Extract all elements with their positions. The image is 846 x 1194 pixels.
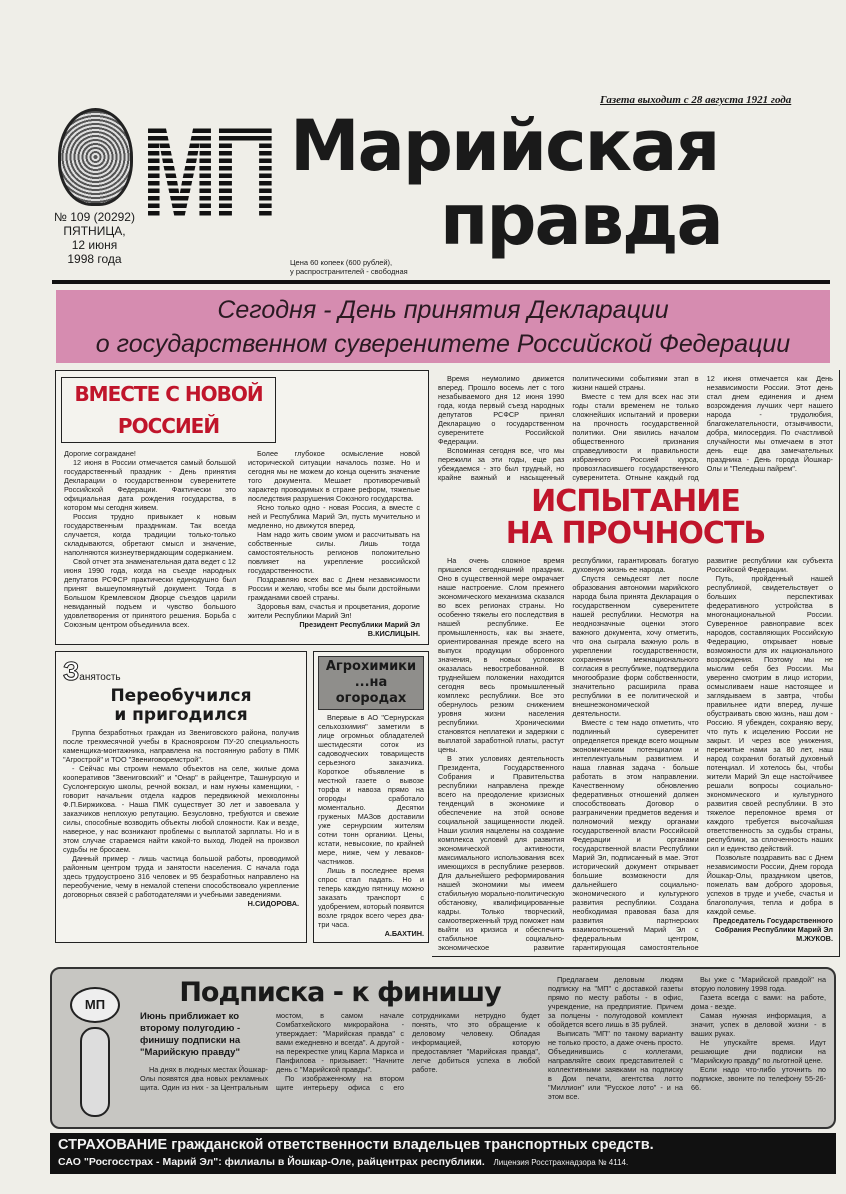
headline-line: и пригодился — [114, 705, 248, 725]
signature: В.КИСЛИЦЫН. — [367, 629, 420, 638]
signature: М.ЖУКОВ. — [796, 934, 833, 943]
headline-line: Переобучился — [110, 686, 252, 706]
price — [290, 258, 408, 276]
paragraph: По изображенному на втором щите интерьеру офиса с его сотрудниками нетрудно будет понять, что это обращение к деловому человеку. Обладая информацией, которую предоставляет "Марийская правда", легче добиться успеха в любой работе. — [276, 1011, 540, 1092]
paragraph: Свой отчет эта знаменательная дата ведет с 12 июня 1990 года, когда на съезде народных депутатов РСФСР практически единодушно был принят вышеупомянутый документ. Тогда в Большом Кремлевском Дворце съездов царили невиданный подъем и чувство большого удовлетворения от принятого решения. Борьба с Союзным центром объединила всех. — [64, 557, 236, 629]
agro-body — [318, 713, 424, 929]
paragraph: Предлагаем деловым людям подписку на "МП" с доставкой газеты прямо по месту работы - в офис, учреждение, на предприятие. Причем за полцены - полугодовой комплект обойдется всего лишь в 35 рублей. — [548, 975, 683, 1029]
paragraph: Спустя семьдесят лет после образования автономии марийского народа была принята Декларация о государственном суверенитете нашей республики. Несмотря на неоднозначные оценки этого важного документа, хочу отметить, что она сыграла важную роль в укреплении государственности, сохранении межнационального согласия в республике, подтвердила многообразие форм собственности, значительно расширила права республики в ее политической и внешнеэкономической деятельности. — [572, 574, 699, 718]
mascot-icon — [60, 975, 132, 1121]
banner-line: Сегодня - День принятия Декларации — [217, 296, 669, 324]
subscription-lead: Июнь приближает ко второму полугодию - финишу подписки на "Марийскую правду" — [140, 1011, 241, 1058]
paragraph: Не упускайте время. Идут решающие дни подписки на "Марийскую правду" по льготной цене. — [691, 1038, 826, 1065]
banner-line: о государственном суверенитете Российской Федерации — [95, 330, 791, 358]
paragraph: Путь, пройденный нашей республикой, свидетельствует о больших перспективах федеративного устройства в многонациональной России. Суверенное равноправие всех народов, составляющих Российскую Федерацию, открывает новые возможности для их национального возрождения. Поэтому мы не мыслим себя без России. Мы уверенно смотрим в лицо истории, осмысливаем наше настоящее и заглядываем в завтра, чтобы правильнее идти вперед, лучше обустраивать свою жизнь, наш дом - Россию. Я убежден, сохраняю веру, что путь к исцелению России не закрыт. И через все унижения, пережитые нами за 80 лет, наш народ сохранил богатый духовный потенциал. И хотелось бы, чтобы жители Марий Эл еще настойчивее решали вопросы социально-экономического и культурного развития своей республики. В это тяжелое переломное время от каждого требуется высочайшая ответственность за судьбы страны, республики, за сплоченность наших сил и единство действий. — [706, 574, 833, 853]
date: 12 июня — [71, 238, 118, 252]
subscription-promo — [50, 967, 836, 1129]
paragraph: Более глубокое осмысление новой исторической ситуации началось позже. Но и сегодня мы не можем до конца оценить значение того документа. Мешает противоречивый характер проводимых в стране реформ, тяжелые последствия разрушения Союзного государства. — [248, 449, 420, 503]
lead-article — [55, 370, 429, 645]
year: 1998 года — [67, 252, 122, 266]
signature: Н.СИДОРОВА. — [247, 899, 299, 908]
paragraph: Вы уже с "Марийской правдой" на вторую половину 1998 года. — [691, 975, 826, 993]
headline-line: Агрохимики — [325, 659, 417, 674]
bottom-left-row — [55, 651, 429, 943]
paragraph: На очень сложное время пришелся сегодняшний праздник. Оно в существенной мере омрачает наше настроение. Слом прежнего экономического механизма сказался во всех регионах страны. Но особенно тяжелы его последствия в нашей республике. Ее промышленность, как вы знаете, ориентированная прежде всего на выпуск продукции оборонного значения, в новых условиях оказалась невостребованной. В труднейшем положении находится сегодня весь промышленный комплекс республики. Все это обернулось резким снижением уровня жизни населения республики. Хроническими становятся неплатежи и задержки с выплатой заработной платы, растут цены. — [438, 556, 565, 754]
subscription-left — [140, 975, 540, 1121]
paragraph: Если надо что-либо уточнить по подписке, звоните по телефону 55-26-66. — [691, 1065, 826, 1092]
masthead-title-1: Марийская — [290, 105, 719, 187]
main-area — [0, 370, 846, 957]
price-line: Цена 60 копеек (600 рублей), — [290, 258, 393, 267]
holiday-banner — [56, 290, 830, 363]
rubric-label: анятость — [79, 672, 121, 683]
paragraph: Здоровья вам, счастья и процветания, дорогие жители Республики Марий Эл! — [248, 602, 420, 620]
ad-rest: гражданской ответственности владельцев транспортных средств. — [167, 1137, 654, 1153]
employment-article — [55, 651, 307, 943]
headline-line: ...на огородах — [335, 675, 407, 706]
rubric — [63, 656, 299, 687]
headline-line: НА ПРОЧНОСТЬ — [505, 516, 766, 551]
left-column — [55, 370, 429, 943]
employment-body — [63, 728, 299, 899]
paragraph: Вместе с тем надо отметить, что подлинный суверенитет определяется прежде всего мощным экономическим потенциалом и интеллектуальным развитием. И наша главная задача - больше работать в этом направлении. Качественному обновлению федеративных отношений должен способствовать Договор о разграничении предметов ведения и полномочий между органами государственной власти Российской Федерации и органами государственной власти Республики Марий Эл, подписанный в мае. Этот исторический документ открывает большие возможности для дальнейшего социально-экономического и культурного развития республики. Создана необходимая правовая база для развития партнерских взаимоотношений Марий Эл с федеральным центром, гарантирующая самостоятельное развитие республики как субъекта Российской Федерации. — [572, 556, 833, 952]
paragraph: Поздравляю всех вас с Днем независимости России и желаю, чтобы все мы были достойными гражданами своей страны. — [248, 575, 420, 602]
founded-note: Газета выходит с 28 августа 1921 года — [600, 94, 792, 106]
mp-logo: МП — [142, 98, 274, 249]
paragraph: Ясно только одно - новая Россия, а вместе с ней и Республика Марий Эл, пусть мучительно и медленно, но движутся вперед. — [248, 503, 420, 530]
lead-headline: ВМЕСТЕ С НОВОЙ РОССИЕЙ — [61, 377, 276, 443]
insurance-ad — [50, 1133, 836, 1174]
employment-headline — [63, 687, 299, 725]
right-body — [438, 374, 833, 952]
paragraph: Группа безработных граждан из Звениговского района, получив после трехмесячной учебы в Красноярском ПУ-20 специальность каменщика-монтажника, направлена на постоянную работу в ПМК "Агрострой" и ТОО "Звениговоремстрой". — [63, 728, 299, 764]
paragraph: - Сейчас мы строим немало объектов на селе, жилые дома кооперативов "Звениговский" и "Онар" в райцентре, Ташнурскую и Суслонгерскую школы, речной вокзал, и нам нужны каменщики, - говорит начальник отдела кадров передвижной мехколонны Ф.П.Биржикова. - Наша ПМК существует 30 лет и завоевала у заказчиков неплохую репутацию. Безусловно, требуются и свежие силы, способные возводить объекты любой сложности. Как и везде, наверное, у нас возникают проблемы с выплатой зарплаты. Но и в этом случае стараемся найти какой-то выход. Людей на произвол судьбы не бросаем. — [63, 764, 299, 854]
paragraph: В этих условиях деятельность Президента, Государственного Собрания и Правительства республики направлена прежде всего на преодоление кризисных тенденций в экономике и обеспечение на этой основе социальной защищенности людей. Наши усилия нацелены на создание комплекса условий для развития экономической активности, максимального использования всех имеющихся в республике резервов. Для дальнейшего реформирования нашей экономики мы имеем стабильную морально-политическую обстановку, квалифицированные кадры. Только творческий, самоотверженный труд поможет нам выйти из кризиса и обеспечить стабильное социально-экономическое развитие республики, гарантировать богатую духовную жизнь ее народа. — [438, 556, 699, 952]
masthead-rule — [52, 280, 830, 284]
weekday: ПЯТНИЦА, — [63, 224, 126, 238]
paragraph: Нам надо жить своим умом и рассчитывать на собственные силы. Лишь тогда самостоятельность регионов положительно повлияет на укрепление российской государственности. — [248, 530, 420, 575]
paragraph: Данный пример - лишь частица большой работы, проводимой районным центром труда и занятости населения. С начала года здесь трудоустроено 316 человек и 95 безработных направлено на переобучение, чему в немалой степени способствовало укрепление договорных связей с работодателями и учебными заведениями. — [63, 854, 299, 899]
masthead-title-2: правда — [440, 179, 722, 261]
paragraph: Лишь в последнее время спрос стал падать. Но и теперь каждую пятницу можно заказать транспорт с удобрением, который появится возле грядок всего через два-три часа. — [318, 866, 424, 929]
paragraph: Впервые в АО "Сернурская сельхозхимия" заметили в лице огромных обладателей шестидесяти соток из садоводческих товариществ серьезного заказчика. Короткое объявление в местной газете о вывозе торфа и навоза прямо на огороды сработало моментально. Десятки груженых МАЗов доставили уже сернурским жителям сотни тонн органики. Цены, кстати, невысокие, по крайней мере, ниже, чем у левaков-частников. — [318, 713, 424, 866]
signature-title: Президент Республики Марий Эл — [299, 620, 420, 629]
issue-info — [52, 210, 137, 266]
signature-title: Председатель Государственного Собрания Республики Марий Эл — [713, 916, 833, 934]
price-line: у распространителей - свободная — [290, 267, 408, 276]
ad-bold: СТРАХОВАНИЕ — [58, 1137, 168, 1153]
ad-line1 — [58, 1136, 828, 1154]
agro-headline — [318, 656, 424, 710]
headline-line: ИСПЫТАНИЕ — [531, 484, 740, 519]
paragraph: Вспоминая сегодня все, что мы пережили за эти годы, еще раз убеждаемся - это был трудный, но крайне важный и насыщенный политическими событиями этап в жизни нашей страны. — [438, 374, 699, 482]
ad-license: Лицензия Росстрахнадзора № 4114. — [493, 1158, 629, 1167]
paragraph: 12 июня в России отмечается самый большой государственный праздник - День принятия Декларации о государственном суверенитете Российской Федерации. Фактически это официальная дата рождения государства, в котором мы сегодня живем. — [64, 458, 236, 512]
mascot-cap: МП — [70, 987, 120, 1023]
paragraph: Время неумолимо движется вперед. Прошло восемь лет с того незабываемого дня 12 июня 1990 года, когда первый съезд народных депутатов РСФСР принял Декларацию о государственном суверенитете Российской Федерации. — [438, 374, 565, 446]
issue-number: № 109 (20292) — [54, 210, 135, 224]
paragraph: Россия трудно привыкает к новым государственным праздникам. Так всегда случается, когда традиции только-только складываются, обретают смысл и значение, наполняются жизнеутверждающим содержанием. — [64, 512, 236, 557]
emblem-icon — [58, 108, 133, 206]
masthead — [0, 0, 846, 370]
right-article — [432, 370, 840, 957]
paragraph: Выписать "МП" по такому варианту не только просто, а даже очень просто. Объединившись с коллегами, направляйте своих представителей с коллективными заявками на подписку в Дом печати, агентства лотто "Миллион" или "Русское лото" - и на этом все. — [548, 1029, 683, 1101]
paragraph: Газета всегда с вами: на работе, дома - везде. — [691, 993, 826, 1011]
paragraph: Позвольте поздравить вас с Днем независимости России, Днем города Йошкар-Олы, праздником цветов, пожелать вам доброго здоровья, успехов в труде и учебе, счастья и благополучия, тепла и добра в каждой семье. — [706, 853, 833, 916]
subscription-body-right — [548, 975, 826, 1121]
agro-article — [313, 651, 429, 943]
lead-body — [64, 449, 420, 638]
paragraph: Вместе с тем для всех нас эти годы стали временем не только сложнейших испытаний и проверки на прочность государственной политики. Они явились началом общественного признания справедливости и правильности избранного Россией курса, провозгласившего государственного суверенитета. Отныне каждый год 12 июня отмечается как День независимости России. Этот день стал днем единения и днем возрождения лучших черт нашего народа - трудолюбия, благожелательности, отзывчивости, добра, милосердия. По счастливой случайности мы отмечаем в этот день еще два замечательных праздника - День города Йошкар-Олы и "Пеледыш пайрем". — [572, 374, 833, 482]
rubric-letter: З — [63, 656, 80, 686]
signature: А.БАХТИН. — [384, 929, 424, 938]
ad-line2 — [58, 1154, 828, 1171]
ad-branches: САО "Росгосстрах - Марий Эл": филиалы в Йошкар-Оле, райцентрах республики. — [58, 1156, 485, 1168]
greeting: Дорогие сограждане! — [64, 449, 136, 458]
subscription-headline: Подписка - к финишу — [179, 977, 501, 1008]
paragraph: На днях в людных местах Йошкар-Олы появятся два новых рекламных щита. Один из них - за Центральным мостом, в самом начале Сомбатхейского микрорайона - утверждает: "Марийская правда" с вами ежедневно и всегда". А другой - на перекрестке улиц Карла Маркса и Панфилова - призывает: "Начните день с "Марийской правды". — [140, 1011, 404, 1092]
right-headline — [438, 486, 833, 550]
paragraph: Самая нужная информация, а значит, успех в деловой жизни - в ваших руках. — [691, 1011, 826, 1038]
subscription-body-left — [140, 1011, 540, 1092]
